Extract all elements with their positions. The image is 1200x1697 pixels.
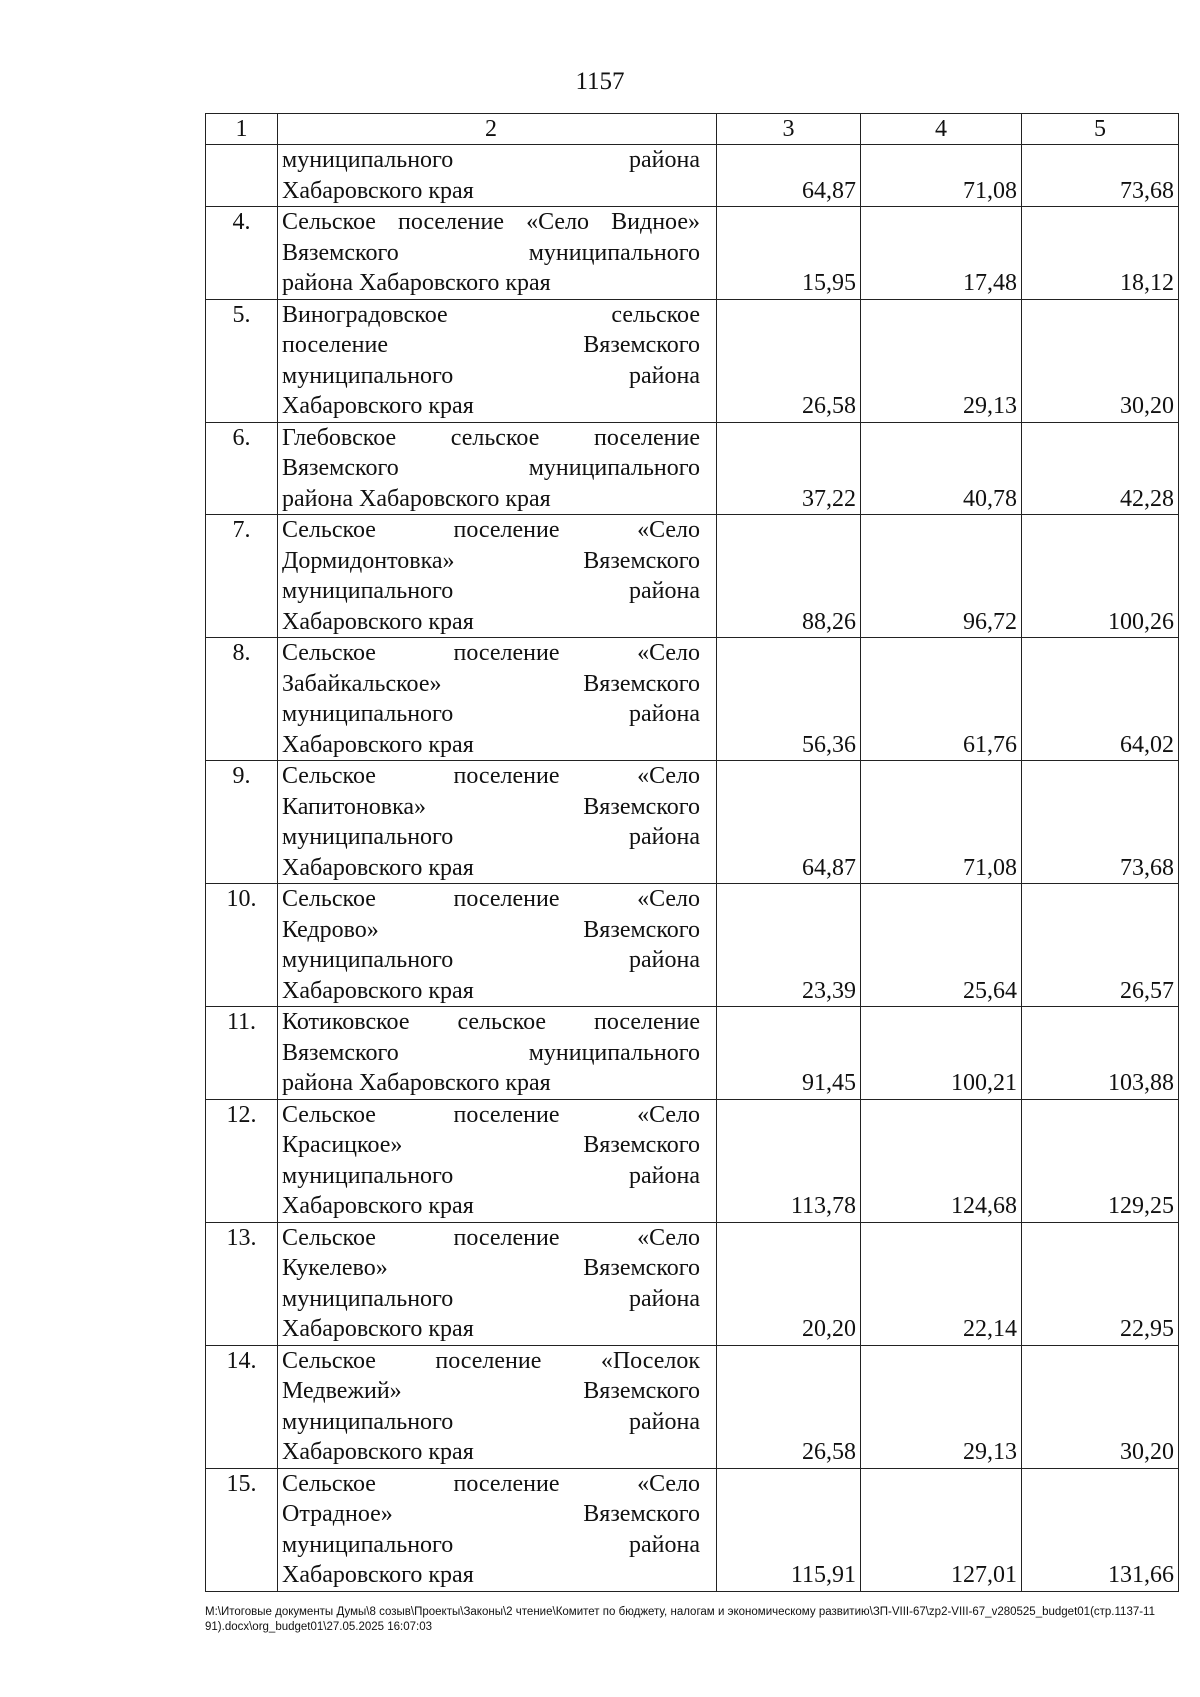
name-line: Сельское поселение «Село	[282, 640, 700, 666]
value-col-4: 29,13	[861, 299, 1022, 422]
value-col-3: 64,87	[717, 145, 861, 207]
header-col-5: 5	[1022, 114, 1179, 145]
table-row	[206, 422, 1179, 515]
name-line: Хабаровского края	[282, 1193, 474, 1219]
value-col-4: 71,08	[861, 145, 1022, 207]
table-row	[206, 299, 1179, 422]
name-line: Сельское поселение «Село Видное»	[282, 209, 700, 235]
name-line: Вяземского муниципального	[282, 455, 700, 481]
municipality-name	[278, 884, 717, 1007]
name-line: Медвежий» Вяземского	[282, 1378, 700, 1404]
value-col-4: 25,64	[861, 884, 1022, 1007]
table-row	[206, 638, 1179, 761]
value-col-3: 56,36	[717, 638, 861, 761]
table-row	[206, 1222, 1179, 1345]
municipality-name	[278, 1007, 717, 1100]
name-line: Хабаровского края	[282, 1439, 474, 1465]
municipality-name	[278, 1099, 717, 1222]
value-col-5: 100,26	[1022, 515, 1179, 638]
value-col-5: 30,20	[1022, 1345, 1179, 1468]
value-col-3: 88,26	[717, 515, 861, 638]
name-line: Кедрово» Вяземского	[282, 916, 700, 943]
table-row	[206, 1345, 1179, 1468]
row-number: 9.	[206, 761, 278, 884]
name-line: района Хабаровского края	[282, 270, 551, 296]
name-line: Сельское поселение «Село	[282, 1101, 700, 1128]
table-row	[206, 761, 1179, 884]
municipality-name	[278, 638, 717, 761]
value-col-5: 129,25	[1022, 1099, 1179, 1222]
value-col-5: 103,88	[1022, 1007, 1179, 1100]
value-col-5: 18,12	[1022, 207, 1179, 300]
name-line: Виноградовское сельское	[282, 301, 700, 328]
municipality-name	[278, 422, 717, 515]
name-line: Дормидонтовка» Вяземского	[282, 547, 700, 574]
value-col-5: 30,20	[1022, 299, 1179, 422]
name-line: Сельское поселение «Село	[282, 517, 700, 543]
value-col-5: 64,02	[1022, 638, 1179, 761]
municipality-name	[278, 299, 717, 422]
name-line: района Хабаровского края	[282, 485, 551, 512]
row-number: 13.	[206, 1222, 278, 1345]
row-number	[206, 145, 278, 207]
table-row	[206, 145, 1179, 207]
name-line: Сельское поселение «Село	[282, 763, 700, 789]
name-line: муниципального района	[282, 947, 700, 973]
value-col-3: 115,91	[717, 1468, 861, 1591]
row-number: 12.	[206, 1099, 278, 1222]
value-col-3: 64,87	[717, 761, 861, 884]
name-line: Сельское поселение «Село	[282, 1470, 700, 1497]
value-col-5: 42,28	[1022, 422, 1179, 515]
name-line: муниципального района	[282, 362, 700, 389]
name-line: Отрадное» Вяземского	[282, 1501, 700, 1527]
name-line: Сельское поселение «Село	[282, 1224, 700, 1251]
municipality-name	[278, 761, 717, 884]
name-line: Хабаровского края	[282, 1316, 474, 1342]
name-line: муниципального района	[282, 1162, 700, 1189]
name-line: Котиковское сельское поселение	[282, 1009, 700, 1035]
file-path-footer: M:\Итоговые документы Думы\8 созыв\Проекты\Законы\2 чтение\Комитет по бюджету, налогам и экономическому развитию\ЗП-VIII-67\zp2-VIII-67_v280525_budget01(стр.1137-1191).docx\org_budget01\27.05.2025 16:07:03	[205, 1606, 1155, 1633]
name-line: Хабаровского края	[282, 608, 474, 635]
header-col-3: 3	[717, 114, 861, 145]
value-col-4: 17,48	[861, 207, 1022, 300]
name-line: муниципального района	[282, 147, 700, 173]
name-line: Красицкое» Вяземского	[282, 1132, 700, 1158]
value-col-3: 15,95	[717, 207, 861, 300]
name-line: муниципального района	[282, 824, 700, 850]
value-col-3: 20,20	[717, 1222, 861, 1345]
header-col-1: 1	[206, 114, 278, 145]
value-col-3: 26,58	[717, 299, 861, 422]
table-header-row	[206, 114, 1179, 145]
name-line: Сельское поселение «Поселок	[282, 1347, 700, 1374]
name-line: Хабаровского края	[282, 731, 474, 758]
value-col-4: 29,13	[861, 1345, 1022, 1468]
header-col-4: 4	[861, 114, 1022, 145]
name-line: Капитоновка» Вяземского	[282, 793, 700, 820]
header-col-2: 2	[278, 114, 717, 145]
row-number: 6.	[206, 422, 278, 515]
name-line: Хабаровского края	[282, 1562, 474, 1588]
value-col-3: 26,58	[717, 1345, 861, 1468]
value-col-3: 23,39	[717, 884, 861, 1007]
value-col-4: 127,01	[861, 1468, 1022, 1591]
value-col-5: 131,66	[1022, 1468, 1179, 1591]
row-number: 11.	[206, 1007, 278, 1100]
value-col-5: 22,95	[1022, 1222, 1179, 1345]
name-line: района Хабаровского края	[282, 1070, 551, 1096]
municipality-name	[278, 1345, 717, 1468]
table-row	[206, 207, 1179, 300]
name-line: Хабаровского края	[282, 977, 474, 1004]
row-number: 15.	[206, 1468, 278, 1591]
name-line: муниципального района	[282, 1285, 700, 1312]
value-col-3: 37,22	[717, 422, 861, 515]
value-col-5: 73,68	[1022, 145, 1179, 207]
value-col-4: 22,14	[861, 1222, 1022, 1345]
value-col-3: 113,78	[717, 1099, 861, 1222]
name-line: муниципального района	[282, 1408, 700, 1435]
name-line: Вяземского муниципального	[282, 239, 700, 266]
name-line: муниципального района	[282, 701, 700, 727]
municipality-name	[278, 1222, 717, 1345]
name-line: Хабаровского края	[282, 177, 474, 204]
municipality-name	[278, 207, 717, 300]
name-line: Вяземского муниципального	[282, 1039, 700, 1066]
budget-table	[205, 113, 1179, 1592]
name-line: Глебовское сельское поселение	[282, 424, 700, 451]
municipality-name	[278, 1468, 717, 1591]
row-number: 8.	[206, 638, 278, 761]
name-line: поселение Вяземского	[282, 332, 700, 358]
value-col-5: 26,57	[1022, 884, 1179, 1007]
municipality-name	[278, 145, 717, 207]
page-number: 1157	[575, 68, 625, 95]
value-col-4: 96,72	[861, 515, 1022, 638]
row-number: 7.	[206, 515, 278, 638]
table-row	[206, 884, 1179, 1007]
value-col-5: 73,68	[1022, 761, 1179, 884]
value-col-4: 100,21	[861, 1007, 1022, 1100]
table-row	[206, 1468, 1179, 1591]
name-line: Хабаровского края	[282, 854, 474, 881]
table-body	[206, 145, 1179, 1592]
value-col-4: 124,68	[861, 1099, 1022, 1222]
table-row	[206, 1099, 1179, 1222]
row-number: 14.	[206, 1345, 278, 1468]
row-number: 10.	[206, 884, 278, 1007]
name-line: Сельское поселение «Село	[282, 886, 700, 912]
name-line: Хабаровского края	[282, 393, 474, 419]
row-number: 4.	[206, 207, 278, 300]
value-col-4: 71,08	[861, 761, 1022, 884]
name-line: муниципального района	[282, 578, 700, 604]
name-line: Забайкальское» Вяземского	[282, 670, 700, 697]
name-line: муниципального района	[282, 1531, 700, 1558]
municipality-name	[278, 515, 717, 638]
value-col-4: 61,76	[861, 638, 1022, 761]
table-row	[206, 1007, 1179, 1100]
value-col-4: 40,78	[861, 422, 1022, 515]
row-number: 5.	[206, 299, 278, 422]
name-line: Кукелево» Вяземского	[282, 1255, 700, 1281]
table-row	[206, 515, 1179, 638]
value-col-3: 91,45	[717, 1007, 861, 1100]
